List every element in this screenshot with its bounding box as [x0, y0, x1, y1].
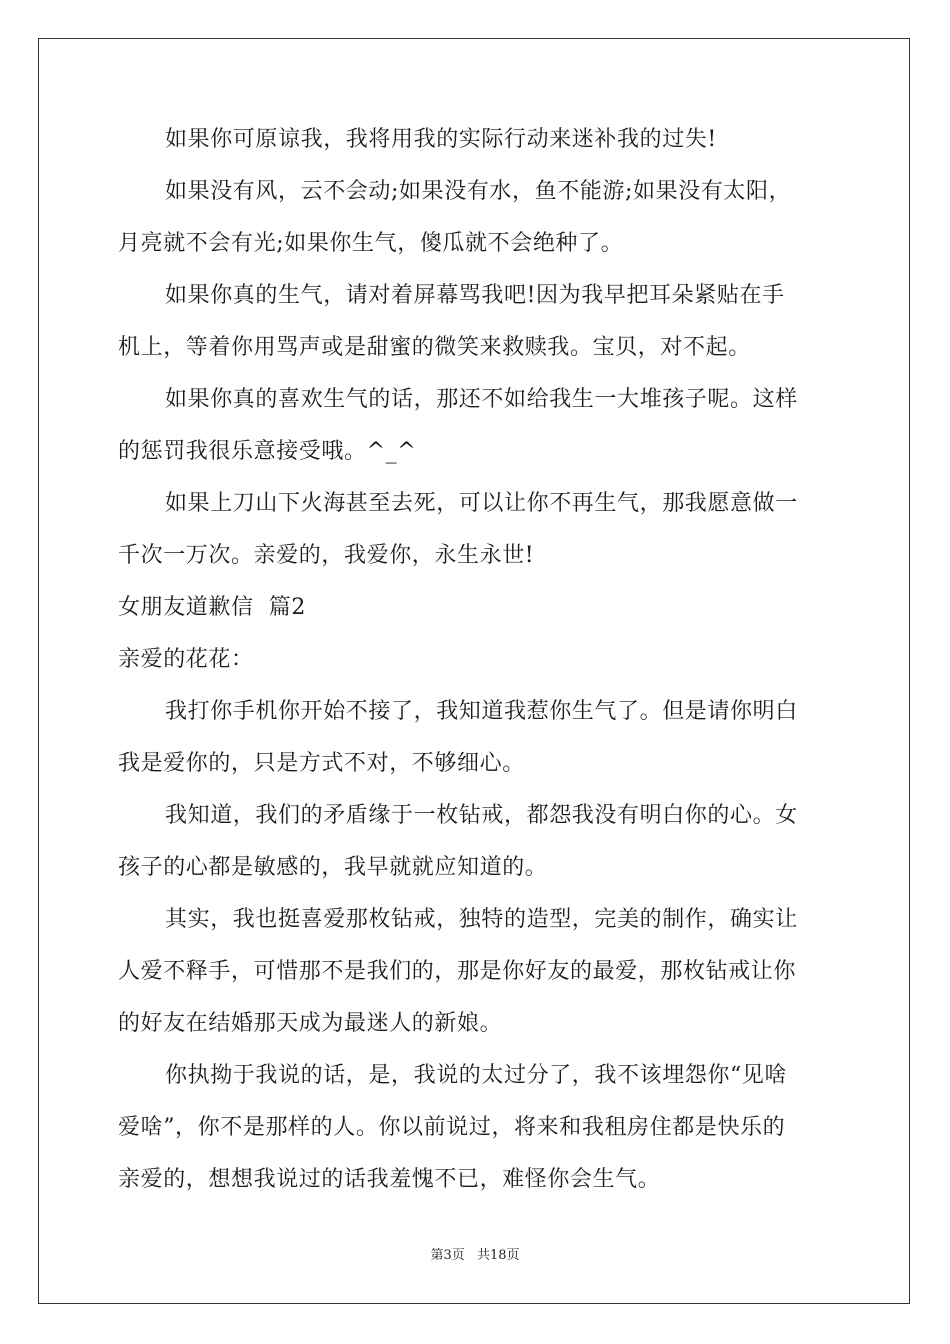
paragraph: [118, 801, 838, 883]
paragraph-line: 如果没有风，云不会动;如果没有水，鱼不能游;如果没有太阳，: [165, 179, 792, 204]
paragraph-line: 如果你真的喜欢生气的话，那还不如给我生一大堆孩子呢。这样: [165, 387, 798, 412]
paragraph-line: 如果你真的生气，请对着屏幕骂我吧!因为我早把耳朵紧贴在手: [165, 283, 785, 308]
paragraph-line: 月亮就不会有光;如果你生气，傻瓜就不会绝种了。: [118, 231, 624, 256]
paragraph-line: 亲爱的，想想我说过的话我羞愧不已，难怪你会生气。: [118, 1167, 661, 1192]
paragraph-line: 千次一万次。亲爱的，我爱你，永生永世!: [118, 543, 535, 568]
paragraph-line: 爱啥”，你不是那样的人。你以前说过，将来和我租房住都是快乐的: [118, 1115, 786, 1140]
paragraph-line: 人爱不释手，可惜那不是我们的，那是你好友的最爱，那枚钻戒让你: [118, 959, 797, 984]
section-title: 女朋友道歉信 篇2: [118, 595, 306, 620]
page-total: 共18页: [476, 1248, 520, 1263]
paragraph-line: 我打你手机你开始不接了，我知道我惹你生气了。但是请你明白: [165, 699, 798, 724]
paragraph-line: 如果你可原谅我，我将用我的实际行动来迷补我的过失!: [165, 127, 717, 152]
paragraph: [118, 489, 838, 571]
page-number: 第3页: [430, 1248, 465, 1263]
paragraph-line: 的好友在结婚那天成为最迷人的新娘。: [118, 1011, 503, 1036]
paragraph-line: 我知道，我们的矛盾缘于一枚钻戒，都怨我没有明白你的心。女: [165, 803, 798, 828]
paragraph-line: 如果上刀山下火海甚至去死，可以让你不再生气，那我愿意做一: [165, 491, 798, 516]
page-footer: [0, 1248, 950, 1264]
paragraph: [118, 905, 838, 1039]
paragraph: [118, 697, 838, 779]
paragraph-line: 孩子的心都是敏感的，我早就就应知道的。: [118, 855, 548, 880]
paragraph-line: 的惩罚我很乐意接受哦。^_^: [118, 439, 417, 464]
paragraph: [118, 281, 838, 363]
document-body: [118, 125, 838, 1195]
paragraph-line: 其实，我也挺喜爱那枚钻戒，独特的造型，完美的制作，确实让: [165, 907, 798, 932]
salutation: 亲爱的花花：: [118, 647, 254, 672]
paragraph: [118, 177, 838, 259]
paragraph-line: 机上，等着你用骂声或是甜蜜的微笑来救赎我。宝贝，对不起。: [118, 335, 751, 360]
paragraph: [118, 125, 838, 155]
paragraph: [118, 385, 838, 467]
paragraph-line: 我是爱你的，只是方式不对，不够细心。: [118, 751, 525, 776]
paragraph: [118, 1061, 838, 1195]
paragraph-line: 你执拗于我说的话，是，我说的太过分了，我不该埋怨你“见啥: [165, 1063, 788, 1088]
